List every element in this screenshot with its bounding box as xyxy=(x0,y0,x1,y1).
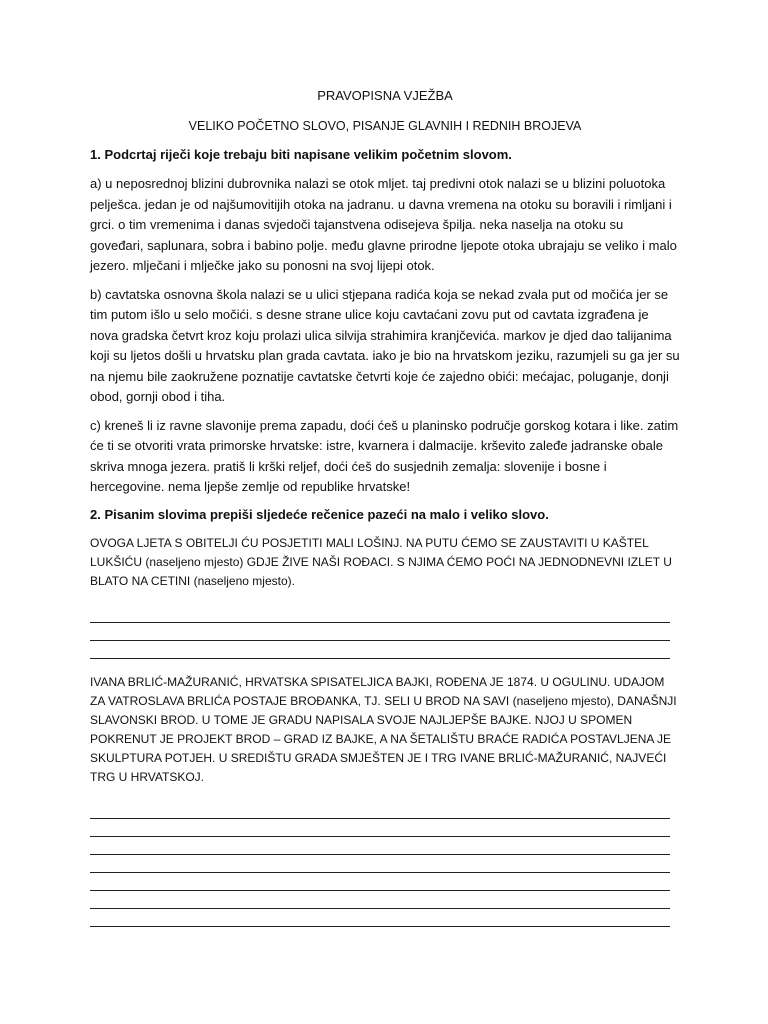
task-1-paragraph-a: a) u neposrednoj blizini dubrovnika nalazi se otok mljet. taj predivni otok nalazi se u blizini poluotoka pelješca. jedan je od najšumovitijih otoka na jadranu. u davna vremena na otoku su boravili i rimljani i grci. o tim vremenima i danas svjedoči tajanstvena odisejeva špilja. neka naselja na otoku su goveđari, saplunara, sobra i babino polje. među glavne prirodne ljepote otoka ubrajaju se veliko i malo jezero. mlječani i mlječke jako su ponosni na svoj lijepi otok. xyxy=(90,176,677,273)
task-1-paragraph-c: c) kreneš li iz ravne slavonije prema zapadu, doći ćeš u planinsko područje gorskog kotara i like. zatim će ti se otvoriti vrata primorske hrvatske: istre, kvarnera i dalmacije. krševito zaleđe jadranske obale skriva mnoga jezera. pratiš li krški reljef, doći ćeš do susjednih zemalja: slovenije i bosne i hercegovine. nema ljepše zemlje od republike hrvatske! xyxy=(90,417,679,494)
writing-line[interactable] xyxy=(90,855,670,873)
document-content xyxy=(90,88,680,941)
writing-line[interactable] xyxy=(90,641,670,659)
task-2-heading: 2. Pisanim slovima prepiši sljedeće rečenice pazeći na malo i veliko slovo. xyxy=(90,506,549,522)
document-title: PRAVOPISNA VJEŽBA xyxy=(317,88,453,103)
writing-line[interactable] xyxy=(90,891,670,909)
task-1-paragraph-b: b) cavtatska osnovna škola nalazi se u ulici stjepana radića koja se nekad zvala put od močića jer se tim putom išlo u selo močići. s desne strane ulice koju cavtaćani zovu put od cavtata izgrađena je nova gradska četvrt kroz koju prolazi ulica silvija strahimira kranjčevića. markov je djed dao talijanima koji su ljetos došli u hrvatsku plan grada cavtata. iako je bio na hrvatskom jeziku, razumjeli su ga jer su na njemu bile zaokružene poznatije cavtatske četvrti koje će zajedno obići: mećajac, poluganje, donji obod, gornji obod i tiha. xyxy=(90,286,680,404)
writing-lines-1 xyxy=(90,605,680,659)
writing-line[interactable] xyxy=(90,623,670,641)
writing-line[interactable] xyxy=(90,837,670,855)
writing-lines-2 xyxy=(90,801,680,927)
task-2-text-2: IVANA BRLIĆ-MAŽURANIĆ, HRVATSKA SPISATELJICA BAJKI, ROĐENA JE 1874. U OGULINU. UDAJOM ZA VATROSLAVA BRLIĆA POSTAJE BROĐANKA, TJ. SELI U BROD NA SAVI (naseljeno mjesto), DANAŠNJI SLAVONSKI BROD. U TOME JE GRADU NAPISALA SVOJE NAJLJEPŠE BAJKE. NJOJ U SPOMEN POKRENUT JE PROJEKT BROD – GRAD IZ BAJKE, A NA ŠETALIŠTU BRAĆE RADIĆA POSTAVLJENA JE SKULPTURA POTJEH. U SREDIŠTU GRADA SMJEŠTEN JE I TRG IVANE BRLIĆ-MAŽURANIĆ, NAJVEĆI TRG U HRVATSKOJ. xyxy=(90,674,677,784)
document-subtitle: VELIKO POČETNO SLOVO, PISANJE GLAVNIH I REDNIH BROJEVA xyxy=(188,119,582,133)
writing-line[interactable] xyxy=(90,801,670,819)
task-2-text-1: OVOGA LJETA S OBITELJI ĆU POSJETITI MALI LOŠINJ. NA PUTU ĆEMO SE ZAUSTAVITI U KAŠTEL LUKŠIĆU (naseljeno mjesto) GDJE ŽIVE NAŠI ROĐACI. S NJIMA ĆEMO POĆI NA JEDNODNEVNI IZLET U BLATO NA CETINI (naseljeno mjesto). xyxy=(90,535,672,588)
writing-line[interactable] xyxy=(90,909,670,927)
writing-line[interactable] xyxy=(90,873,670,891)
writing-line[interactable] xyxy=(90,605,670,623)
task-1-heading: 1. Podcrtaj riječi koje trebaju biti napisane velikim početnim slovom. xyxy=(90,147,512,162)
writing-line[interactable] xyxy=(90,819,670,837)
